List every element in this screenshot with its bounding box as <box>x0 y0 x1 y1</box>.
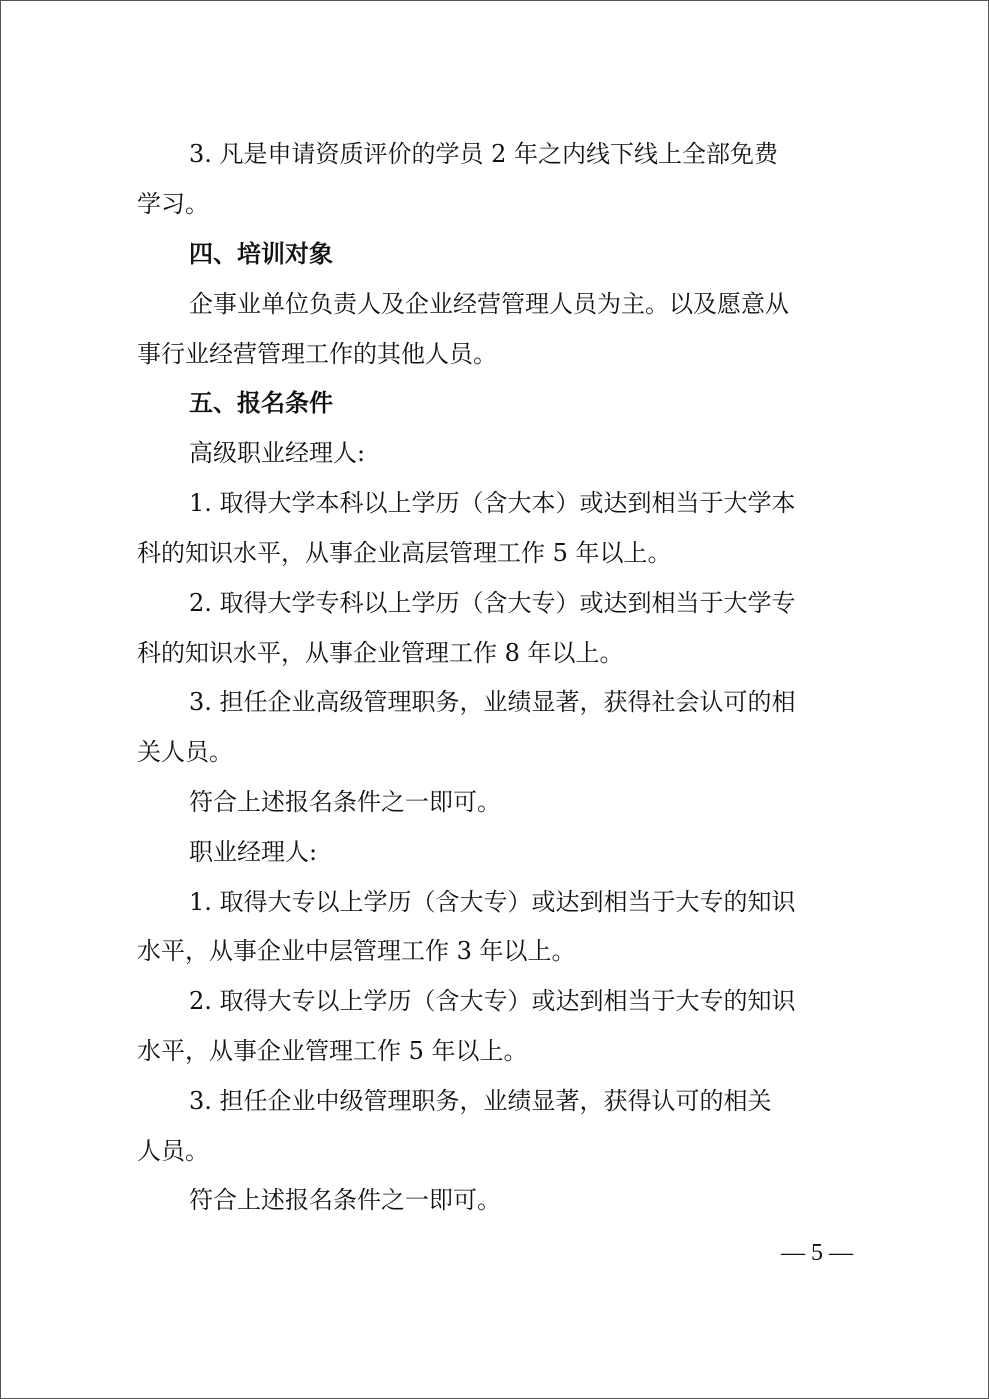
paragraph <box>1 777 989 827</box>
paragraph <box>1 279 989 329</box>
list-item-text <box>1 877 989 927</box>
text-line: 事行业经营管理工作的其他人员。 <box>137 340 497 368</box>
list-item-text <box>1 727 989 777</box>
text-line: 科的知识水平，从事企业高层管理工作 5 年以上。 <box>137 539 672 567</box>
text-line: 3. 担任企业高级管理职务，业绩显著，获得社会认可的相 <box>189 688 796 716</box>
section-heading <box>1 229 989 279</box>
section-heading-text: 五、报名条件 <box>189 389 333 417</box>
section-heading-text: 四、培训对象 <box>189 240 333 268</box>
list-item-text <box>1 528 989 578</box>
text-line: 人员。 <box>137 1137 209 1165</box>
text-line: 关人员。 <box>137 738 233 766</box>
list-item-text <box>1 578 989 628</box>
list-item-text <box>1 1076 989 1126</box>
list-item-text <box>1 628 989 678</box>
text-line: 职业经理人: <box>189 838 318 866</box>
text-line: 企事业单位负责人及企业经营管理人员为主。以及愿意从 <box>189 290 789 318</box>
paragraph <box>1 329 989 379</box>
list-item-text <box>1 1126 989 1176</box>
list-item-text <box>1 129 989 179</box>
text-line: 高级职业经理人: <box>189 439 366 467</box>
section-heading <box>1 378 989 428</box>
text-line: 1. 取得大学本科以上学历（含大本）或达到相当于大学本 <box>189 489 796 517</box>
page-number: — 5 — <box>781 1240 853 1266</box>
list-item-text <box>1 478 989 528</box>
text-line: 2. 取得大专以上学历（含大专）或达到相当于大专的知识 <box>189 987 796 1015</box>
text-line: 符合上述报名条件之一即可。 <box>189 788 501 816</box>
text-line: 水平，从事企业管理工作 5 年以上。 <box>137 1037 528 1065</box>
list-item-text <box>1 926 989 976</box>
subheading <box>1 428 989 478</box>
text-line: 1. 取得大专以上学历（含大专）或达到相当于大专的知识 <box>189 888 796 916</box>
text-line: 3. 凡是申请资质评价的学员 2 年之内线下线上全部免费 <box>189 140 779 168</box>
text-line: 学习。 <box>137 190 209 218</box>
text-line: 科的知识水平，从事企业管理工作 8 年以上。 <box>137 639 624 667</box>
list-item-text <box>1 179 989 229</box>
text-line: 2. 取得大学专科以上学历（含大专）或达到相当于大学专 <box>189 589 796 617</box>
text-line: 符合上述报名条件之一即可。 <box>189 1186 501 1214</box>
list-item-text <box>1 677 989 727</box>
text-line: 水平，从事企业中层管理工作 3 年以上。 <box>137 937 576 965</box>
subheading <box>1 827 989 877</box>
text-line: 3. 担任企业中级管理职务，业绩显著，获得认可的相关 <box>189 1087 772 1115</box>
list-item-text <box>1 1026 989 1076</box>
list-item-text <box>1 976 989 1026</box>
paragraph <box>1 1175 989 1225</box>
